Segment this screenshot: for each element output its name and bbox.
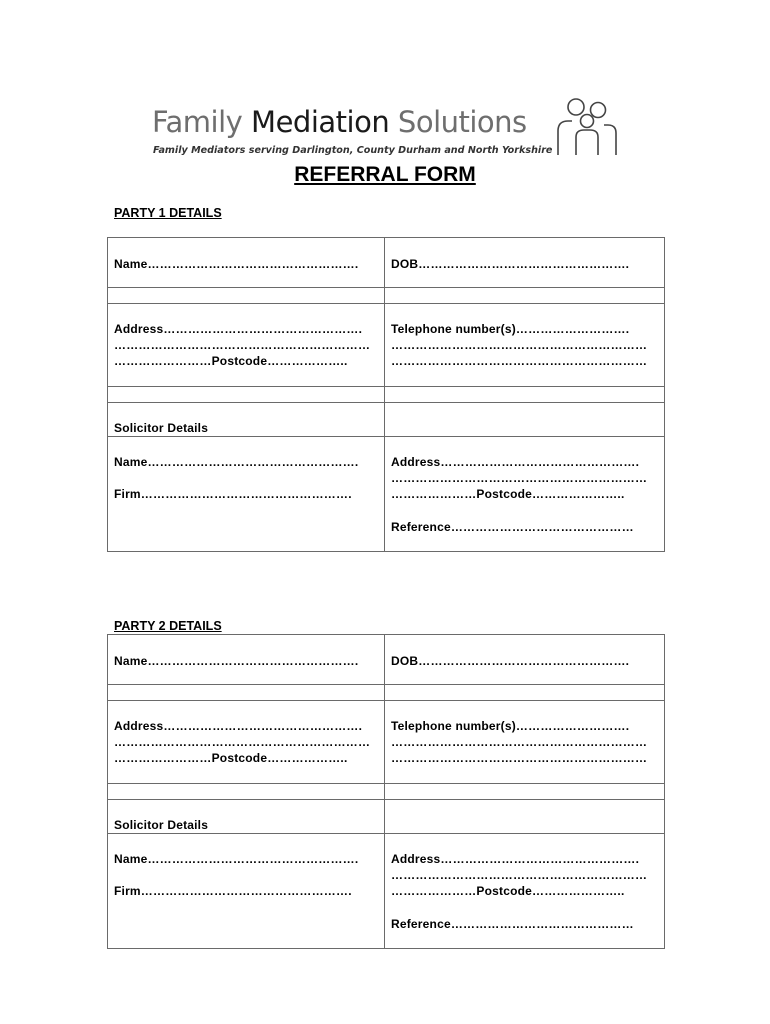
party2-solicitor-address-field[interactable] bbox=[385, 834, 665, 949]
party2-name-line: Name……………………………………………. bbox=[114, 654, 359, 668]
party1-phone-line3: ……………………………………………………… bbox=[391, 354, 648, 368]
party2-spacer-cell bbox=[108, 685, 385, 701]
party1-solicitor-address-line2: ……………………………………………………… bbox=[391, 471, 648, 485]
party1-solicitor-gap bbox=[391, 502, 658, 519]
party1-postcode-line: ……………………Postcode……………….. bbox=[114, 354, 348, 368]
party2-solicitor-firm-line: Firm……………………………………………. bbox=[114, 884, 352, 898]
party2-spacer-cell bbox=[385, 784, 665, 800]
party2-solicitor-gap bbox=[114, 867, 378, 883]
party2-address-line1: Address…………………………………………. bbox=[114, 719, 363, 733]
party1-spacer-cell bbox=[385, 387, 665, 403]
party2-address-line2: ……………………………………………………… bbox=[114, 735, 371, 749]
party2-solicitor-heading-cell bbox=[108, 800, 385, 834]
party1-solicitor-name-line: Name……………………………………………. bbox=[114, 455, 359, 469]
party1-solicitor-reference-line: Reference……………………………………… bbox=[391, 520, 634, 534]
party2-phone-line1: Telephone number(s)………………………. bbox=[391, 719, 630, 733]
party1-spacer-cell bbox=[108, 387, 385, 403]
party1-phone-line2: ……………………………………………………… bbox=[391, 338, 648, 352]
party2-solicitor-address-line2: ……………………………………………………… bbox=[391, 868, 648, 882]
party1-name-line: Name……………………………………………. bbox=[114, 257, 359, 271]
party2-postcode-line: ……………………Postcode……………….. bbox=[114, 751, 348, 765]
party2-dob-field[interactable] bbox=[385, 635, 665, 685]
party1-dob-field[interactable] bbox=[385, 238, 665, 288]
logo-word-mediation: Mediation bbox=[251, 105, 390, 139]
party1-name-field[interactable] bbox=[108, 238, 385, 288]
party2-dob-line: DOB……………………………………………. bbox=[391, 654, 630, 668]
party2-solicitor-name-line: Name……………………………………………. bbox=[114, 852, 359, 866]
party2-solicitor-postcode-line: …………………Postcode………………….. bbox=[391, 884, 625, 898]
party1-solicitor-heading-cell bbox=[108, 403, 385, 437]
party1-solicitor-gap bbox=[114, 470, 378, 486]
party2-phone-line2: ……………………………………………………… bbox=[391, 735, 648, 749]
party2-solicitor-address-line1: Address…………………………………………. bbox=[391, 852, 640, 866]
party1-phone-line1: Telephone number(s)………………………. bbox=[391, 322, 630, 336]
party2-name-field[interactable] bbox=[108, 635, 385, 685]
logo-wordmark bbox=[152, 105, 527, 139]
party2-solicitor-heading: Solicitor Details bbox=[114, 818, 209, 832]
party2-phone-field[interactable] bbox=[385, 701, 665, 784]
party1-solicitor-firm-line: Firm……………………………………………. bbox=[114, 487, 352, 501]
party2-heading: PARTY 2 DETAILS bbox=[114, 619, 222, 633]
party1-solicitor-heading-blank bbox=[385, 403, 665, 437]
party1-solicitor-address-line1: Address…………………………………………. bbox=[391, 455, 640, 469]
party1-solicitor-postcode-line: …………………Postcode………………….. bbox=[391, 487, 625, 501]
party2-solicitor-contact-field[interactable] bbox=[108, 834, 385, 949]
party1-address-line1: Address…………………………………………. bbox=[114, 322, 363, 336]
party2-details-table bbox=[107, 634, 665, 949]
family-figures-icon bbox=[554, 95, 624, 159]
party1-solicitor-address-field[interactable] bbox=[385, 437, 665, 552]
form-title-text: REFERRAL FORM bbox=[294, 163, 476, 186]
party2-phone-line3: ……………………………………………………… bbox=[391, 751, 648, 765]
logo-tagline: Family Mediators serving Darlington, County Durham and North Yorkshire bbox=[153, 145, 553, 156]
party2-solicitor-heading-blank bbox=[385, 800, 665, 834]
form-title bbox=[0, 163, 770, 187]
party1-details-table bbox=[107, 237, 665, 552]
logo-word-family: Family bbox=[152, 105, 252, 139]
party2-spacer-cell bbox=[108, 784, 385, 800]
company-logo bbox=[152, 95, 627, 165]
party1-address-field[interactable] bbox=[108, 304, 385, 387]
party1-spacer-cell bbox=[108, 288, 385, 304]
party2-solicitor-gap bbox=[391, 899, 658, 916]
party1-address-line2: ……………………………………………………… bbox=[114, 338, 371, 352]
party1-solicitor-heading: Solicitor Details bbox=[114, 421, 209, 435]
logo-word-solutions: Solutions bbox=[389, 105, 527, 139]
party1-phone-field[interactable] bbox=[385, 304, 665, 387]
party1-spacer-cell bbox=[385, 288, 665, 304]
party1-dob-line: DOB……………………………………………. bbox=[391, 257, 630, 271]
party1-solicitor-contact-field[interactable] bbox=[108, 437, 385, 552]
party1-heading: PARTY 1 DETAILS bbox=[114, 206, 222, 220]
party2-address-field[interactable] bbox=[108, 701, 385, 784]
party2-spacer-cell bbox=[385, 685, 665, 701]
party2-solicitor-reference-line: Reference……………………………………… bbox=[391, 917, 634, 931]
